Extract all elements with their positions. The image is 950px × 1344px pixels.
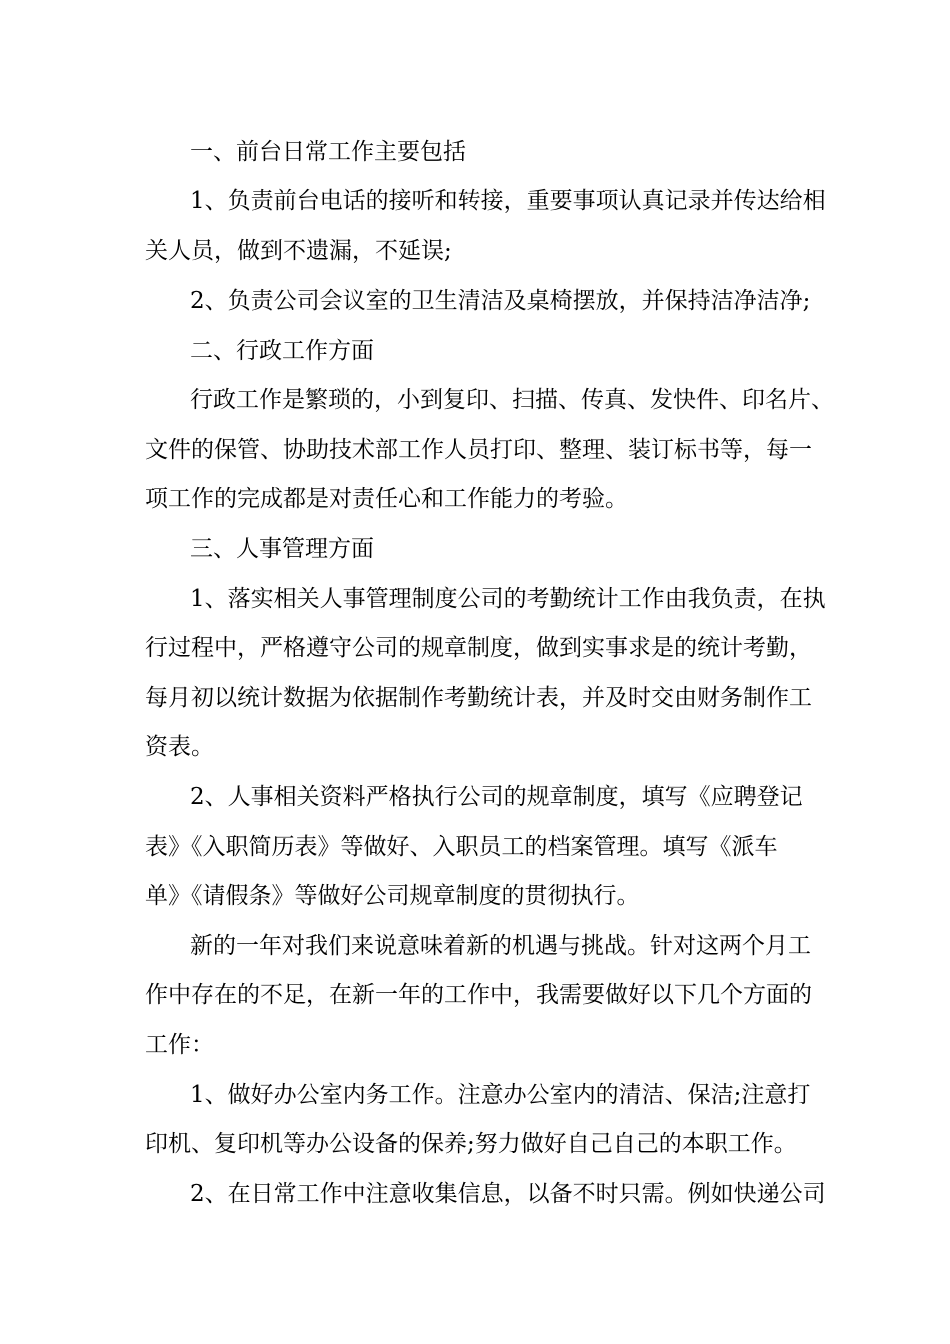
paragraph-line: 2、负责公司会议室的卫生清洁及桌椅摆放，并保持洁净洁净; bbox=[190, 288, 811, 314]
paragraph-line: 表》《入职简历表》等做好、入职员工的档案管理。填写《派车 bbox=[145, 834, 778, 860]
paragraph-line: 文件的保管、协助技术部工作人员打印、整理、装订标书等，每一 bbox=[145, 437, 812, 463]
paragraph-line: 2、在日常工作中注意收集信息，以备不时只需。例如快递公司 bbox=[190, 1181, 826, 1207]
section-heading-hr: 三、人事管理方面 bbox=[190, 536, 374, 562]
paragraph-line: 2、人事相关资料严格执行公司的规章制度，填写《应聘登记 bbox=[190, 784, 803, 810]
paragraph-line: 行政工作是繁琐的，小到复印、扫描、传真、发快件、印名片、 bbox=[190, 387, 834, 413]
paragraph-line: 1、负责前台电话的接听和转接，重要事项认真记录并传达给相 bbox=[190, 188, 826, 214]
paragraph-line: 每月初以统计数据为依据制作考勤统计表，并及时交由财务制作工 bbox=[145, 685, 812, 711]
paragraph-line: 作中存在的不足，在新一年的工作中，我需要做好以下几个方面的 bbox=[145, 982, 812, 1008]
paragraph-line: 新的一年对我们来说意味着新的机遇与挑战。针对这两个月工 bbox=[190, 933, 811, 959]
paragraph-line: 关人员，做到不遗漏，不延误; bbox=[145, 238, 452, 264]
paragraph-line: 资表。 bbox=[145, 734, 214, 760]
paragraph-line: 1、落实相关人事管理制度公司的考勤统计工作由我负责，在执 bbox=[190, 586, 826, 612]
paragraph-line: 行过程中，严格遵守公司的规章制度，做到实事求是的统计考勤， bbox=[145, 635, 812, 661]
paragraph-line: 工作： bbox=[145, 1032, 214, 1058]
section-heading-front-desk: 一、前台日常工作主要包括 bbox=[190, 139, 466, 165]
section-heading-admin: 二、行政工作方面 bbox=[190, 338, 374, 364]
paragraph-line: 项工作的完成都是对责任心和工作能力的考验。 bbox=[145, 486, 628, 512]
paragraph-line: 1、做好办公室内务工作。注意办公室内的清洁、保洁;注意打 bbox=[190, 1082, 811, 1108]
paragraph-line: 单》《请假条》等做好公司规章制度的贯彻执行。 bbox=[145, 883, 640, 909]
paragraph-line: 印机、复印机等办公设备的保养;努力做好自己自己的本职工作。 bbox=[145, 1131, 797, 1157]
